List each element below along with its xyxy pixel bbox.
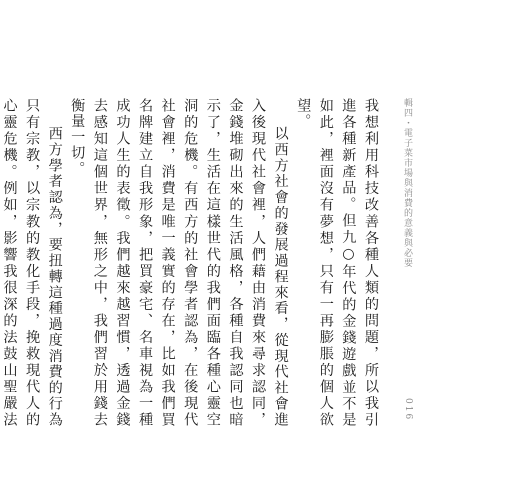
page-number: 016 (403, 398, 413, 422)
running-header: 輯四・電子菜市場與消費的意義與必要 (402, 98, 412, 268)
paragraph-2: 以西方社會的發展過程來看，從現代社會進入後現代社會裡，人們藉由消費來尋求認同，金錢堆砌出來的生活風格，各種自我認同也暗示了，生活在這樣世代的我們面臨各種心靈空洞的危機。有西方的社會學者認為，在後現代社會裡，消費是唯一義實的存在，比如我們買名牌建立自我形象，把買豪宅、名車視為一種成功人生的表徵。我們越來越習慣，透過金錢去感知這個世界，無形之中，我們習於用錢去衡量一切。 (69, 98, 289, 428)
paragraph-1: 我想利用科技改善各種人類的問題，所以我引進各種新產品。但九○年代的金錢遊戲並不是如此，裡面沒有夢想，只有一再膨脹的個人欲望。 (295, 98, 379, 428)
body-text (1, 98, 382, 428)
paragraph-3: 西方學者認為，要扭轉這種過度消費的行為只有宗教，以宗教的教化手段，挽救現代人的心靈危機。例如，影響我很深的法鼓山聖嚴法 (1, 98, 63, 428)
